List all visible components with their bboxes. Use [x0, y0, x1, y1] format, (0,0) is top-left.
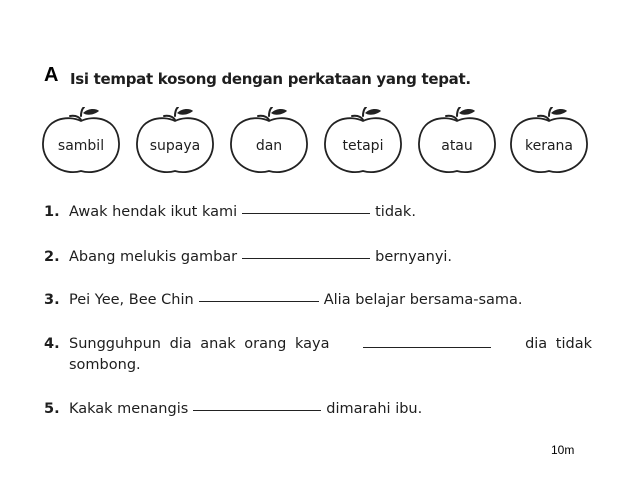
question-text-after: bernyanyi. [375, 249, 453, 265]
question-number: 4. [44, 336, 60, 352]
question-number: 1. [44, 204, 60, 220]
word-tetapi: tetapi [342, 138, 384, 154]
question-continuation: sombong. [69, 357, 141, 373]
answer-blank[interactable] [242, 257, 370, 259]
question-1 [44, 204, 416, 220]
question-text-before: Kakak menangis [69, 401, 189, 417]
instruction: Isi tempat kosong dengan perkataan yang tepat. [70, 70, 471, 88]
question-text-before: Sungguhpun dia anak orang kaya [69, 336, 330, 352]
word-bank-apple [416, 107, 498, 177]
word-bank-apple [40, 107, 122, 177]
question-4 [44, 334, 592, 376]
word-bank-apple [322, 107, 404, 177]
answer-blank[interactable] [242, 212, 370, 214]
question-text-after: Alia belajar bersama-sama. [323, 292, 523, 308]
question-3 [44, 292, 523, 308]
question-text-after: dia tidak [525, 336, 593, 352]
word-bank [40, 107, 590, 179]
word-bank-apple [134, 107, 216, 177]
word-kerana: kerana [524, 138, 573, 154]
answer-blank[interactable] [363, 346, 491, 348]
question-text-before: Abang melukis gambar [69, 249, 238, 265]
question-text-before: Pei Yee, Bee Chin [69, 292, 194, 308]
answer-blank[interactable] [199, 300, 319, 302]
question-5 [44, 401, 422, 417]
question-number: 3. [44, 292, 60, 308]
question-text-before: Awak hendak ikut kami [69, 204, 238, 220]
marks-label: 10m [551, 443, 575, 457]
question-text-after: dimarahi ibu. [326, 401, 423, 417]
word-bank-apple [228, 107, 310, 177]
word-supaya: supaya [149, 138, 201, 154]
word-atau: atau [441, 138, 473, 154]
section-letter: A [44, 64, 59, 86]
question-text-after: tidak. [375, 204, 416, 220]
word-dan: dan [255, 138, 283, 154]
question-2 [44, 249, 452, 265]
word-bank-apple [508, 107, 590, 177]
question-number: 2. [44, 249, 60, 265]
answer-blank[interactable] [193, 409, 321, 411]
word-sambil: sambil [57, 138, 105, 154]
question-number: 5. [44, 401, 60, 417]
